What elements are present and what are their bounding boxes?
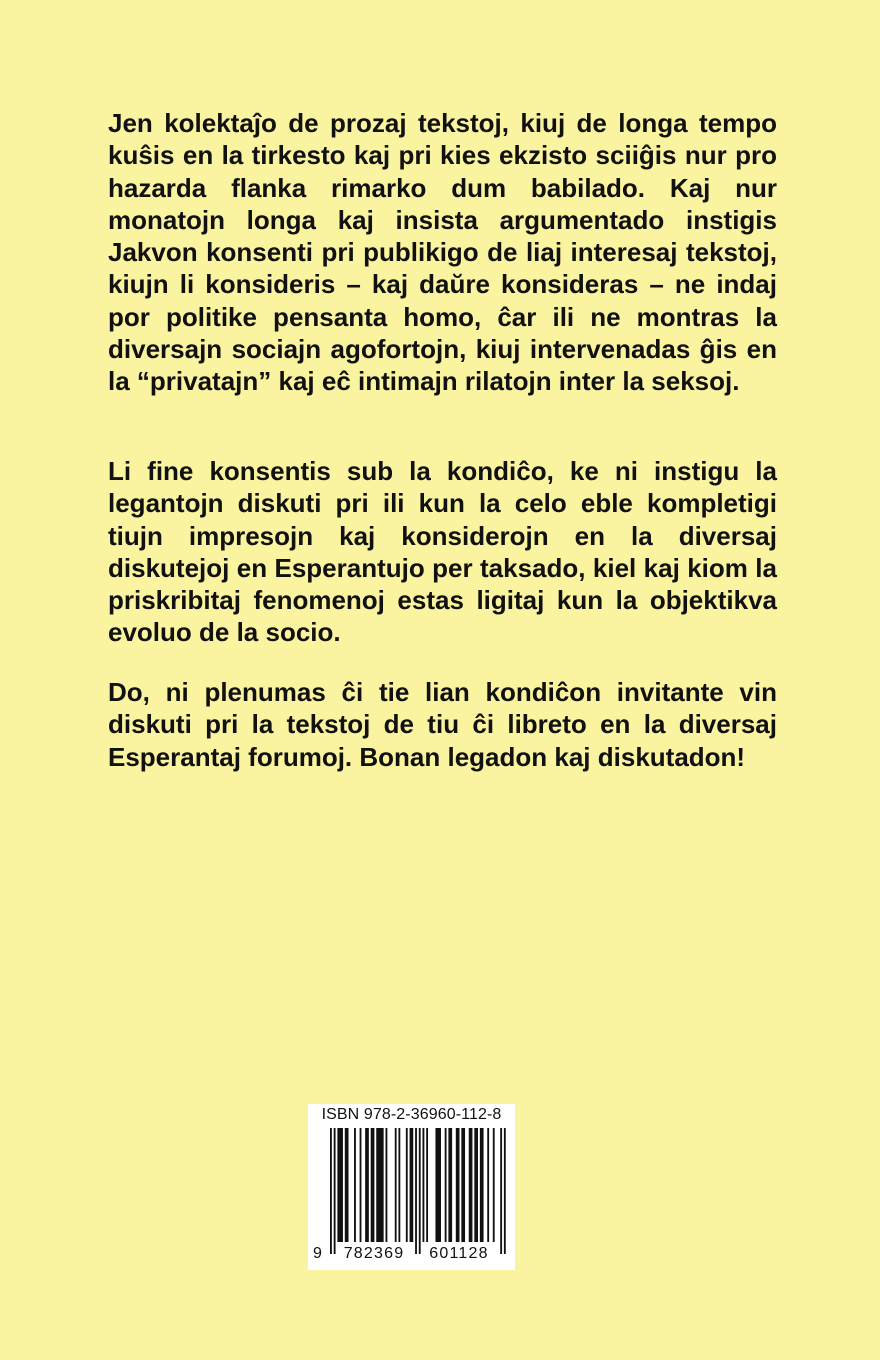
barcode-guard-bar [330, 1128, 332, 1254]
barcode-bar [469, 1128, 473, 1242]
barcode-bar [395, 1128, 397, 1242]
barcode-guard-bar [334, 1128, 336, 1254]
barcode-bar [410, 1128, 414, 1242]
barcode-bar [398, 1128, 400, 1242]
barcode-digits-right: 601128 [429, 1245, 489, 1262]
barcode-digits [308, 1244, 515, 1266]
barcode-bar [360, 1128, 362, 1242]
barcode-bar [337, 1128, 343, 1242]
barcode-bar [487, 1128, 489, 1242]
barcode-bar [386, 1128, 388, 1242]
barcode-bar [354, 1128, 356, 1242]
barcode-bar [461, 1128, 465, 1242]
barcode-bar [371, 1128, 375, 1242]
barcode-bar [474, 1128, 478, 1242]
isbn-label: ISBN 978-2-36960-112-8 [321, 1106, 502, 1123]
barcode-bar [345, 1128, 349, 1242]
barcode-bar [423, 1128, 425, 1242]
barcode-bar [365, 1128, 369, 1242]
barcode-bar [376, 1128, 383, 1242]
body-paragraph-2: Li fine konsentis sub la kondiĉo, ke ni instigu la legantojn diskuti pri ili kun la celo eble kompletigi tiujn impresojn kaj konsiderojn en la diversaj diskutejoj en Esperantujo per taksado, kiel kaj kiom la priskribitaj fenomenoj estas ligitaj kun la objektikva evoluo de la socio. [108, 456, 777, 648]
barcode-guard-bar [419, 1128, 421, 1254]
barcode-digit-first: 9 [313, 1245, 322, 1262]
body-paragraph-1: Jen kolektaĵo de prozaj tekstoj, kiuj de longa tempo kuŝis en la tirkesto kaj pri kies ekzisto sciiĝis nur pro hazarda flanka rimarko dum babilado. Kaj nur monatojn longa kaj insista argumentado instigis Jakvon konsenti pri publikigo de liaj interesaj tekstoj, kiujn li konsideris – kaj daŭre konsideras – ne indaj por politike pensanta homo, ĉar ili ne montras la diversajn sociajn agofortojn, kiuj intervenadas ĝis en la “privatajn” kaj eĉ intimajn rilatojn inter la seksoj. [108, 108, 777, 397]
barcode-guard-bar [500, 1128, 502, 1254]
isbn-barcode [308, 1104, 515, 1270]
barcode-bar [426, 1128, 428, 1242]
barcode-bar [435, 1128, 441, 1242]
body-paragraph-3: Do, ni plenumas ĉi tie lian kondiĉon invitante vin diskuti pri la tekstoj de tiu ĉi libreto en la diversaj Esperantaj forumoj. Bonan legadon kaj diskutadon! [108, 677, 777, 772]
barcode-bar [493, 1128, 495, 1242]
barcode-guard-bar [504, 1128, 506, 1254]
barcode-bar [445, 1128, 447, 1242]
barcode-bar [456, 1128, 460, 1242]
barcode-digits-left: 782369 [343, 1245, 405, 1262]
barcode-guard-bar [415, 1128, 417, 1254]
barcode-bar [480, 1128, 484, 1242]
barcode-bar [406, 1128, 408, 1242]
barcode-bar [448, 1128, 452, 1242]
